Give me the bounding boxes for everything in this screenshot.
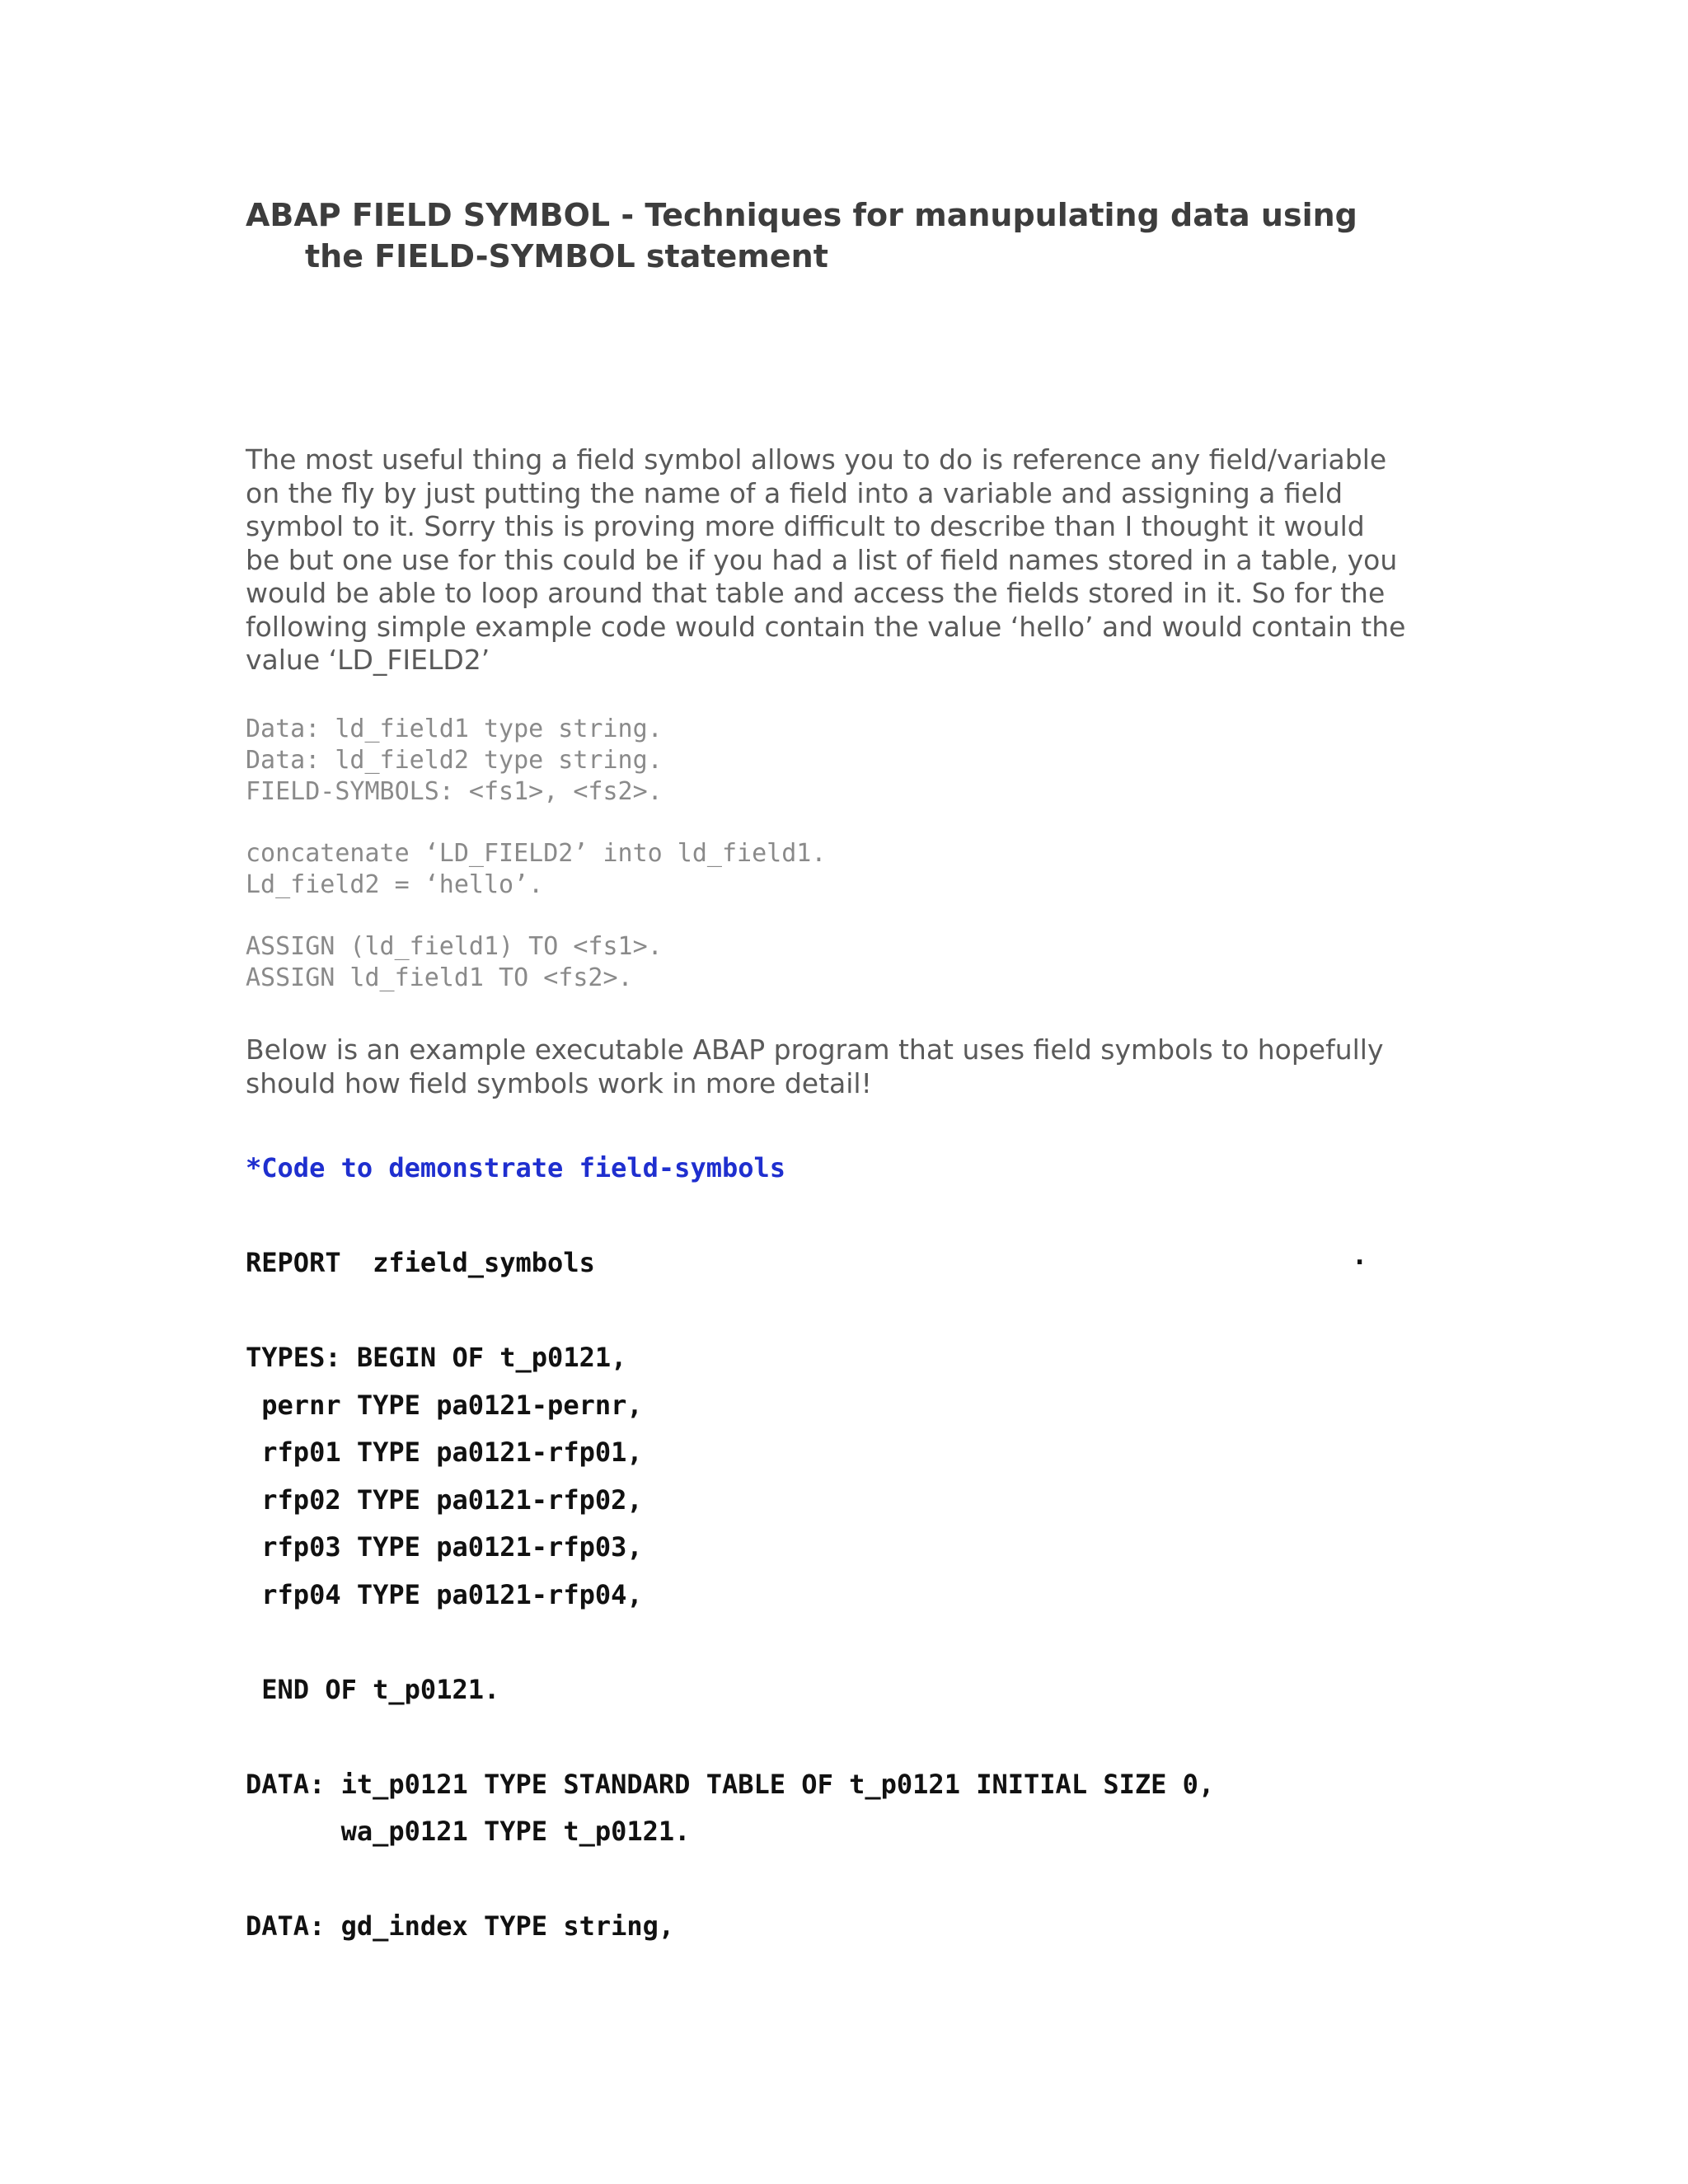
snippet-line: Data: ld_field2 type string.: [246, 746, 663, 775]
program-intro-line: should how field symbols work in more detail!: [246, 1066, 872, 1099]
code-type-field: rfp03 TYPE pa0121-rfp03,: [246, 1531, 643, 1563]
code-types-end: END OF t_p0121.: [246, 1673, 500, 1705]
intro-line: following simple example code would contain the value ‘hello’ and would contain the: [246, 610, 1406, 643]
code-type-field: rfp01 TYPE pa0121-rfp01,: [246, 1436, 643, 1468]
snippet-line: ASSIGN ld_field1 TO <fs2>.: [246, 963, 633, 992]
intro-paragraph: [246, 443, 1449, 677]
code-data-table: DATA: it_p0121 TYPE STANDARD TABLE OF t_p0121 INITIAL SIZE 0,: [246, 1768, 1215, 1800]
code-snippet-assignments: [246, 838, 1400, 901]
code-types-begin: TYPES: BEGIN OF t_p0121,: [246, 1342, 627, 1373]
snippet-line: Ld_field2 = ‘hello’.: [246, 870, 544, 899]
snippet-line: ASSIGN (ld_field1) TO <fs1>.: [246, 932, 663, 961]
code-data-workarea: wa_p0121 TYPE t_p0121.: [246, 1816, 691, 1847]
program-intro-paragraph: [246, 1033, 1449, 1100]
code-blank-line: [246, 1856, 1465, 1904]
intro-line: value ‘LD_FIELD2’: [246, 644, 490, 676]
snippet-line: concatenate ‘LD_FIELD2’ into ld_field1.: [246, 839, 827, 868]
code-snippet-assign-statements: [246, 931, 1400, 994]
intro-line: would be able to loop around that table and access the fields stored in it. So for the: [246, 577, 1386, 609]
intro-line: on the fly by just putting the name of a field into a variable and assigning a field: [246, 476, 1343, 509]
code-comment: *Code to demonstrate field-symbols: [246, 1152, 786, 1183]
code-type-field: pernr TYPE pa0121-pernr,: [246, 1389, 643, 1421]
abap-program-listing: [246, 1145, 1465, 1951]
document-title: [246, 194, 1465, 277]
title-line-1: ABAP FIELD SYMBOL - Techniques for manupulating data using: [246, 197, 1357, 233]
code-report-line: REPORT zfield_symbols: [246, 1247, 595, 1278]
code-blank-line: [246, 1287, 1465, 1335]
report-terminator-dot: .: [1352, 1240, 1368, 1271]
program-intro-line: Below is an example executable ABAP program that uses field symbols to hopefully: [246, 1033, 1384, 1066]
intro-line: The most useful thing a field symbol allows you to do is reference any field/variable: [246, 443, 1387, 476]
code-blank-line: [246, 1713, 1465, 1761]
snippet-line: FIELD-SYMBOLS: <fs1>, <fs2>.: [246, 777, 663, 806]
code-blank-line: [246, 1619, 1465, 1666]
intro-line: symbol to it. Sorry this is proving more difficult to describe than I thought it would: [246, 510, 1365, 542]
code-data-index: DATA: gd_index TYPE string,: [246, 1910, 675, 1942]
code-type-field: rfp02 TYPE pa0121-rfp02,: [246, 1483, 643, 1516]
code-snippet-declarations: [246, 714, 1400, 808]
intro-line: be but one use for this could be if you had a list of field names stored in a table, you: [246, 543, 1398, 576]
snippet-line: Data: ld_field1 type string.: [246, 715, 663, 743]
code-blank-line: [246, 1193, 1465, 1240]
title-line-2: the FIELD-SYMBOL statement: [305, 238, 828, 274]
code-type-field: rfp04 TYPE pa0121-rfp04,: [246, 1578, 643, 1610]
